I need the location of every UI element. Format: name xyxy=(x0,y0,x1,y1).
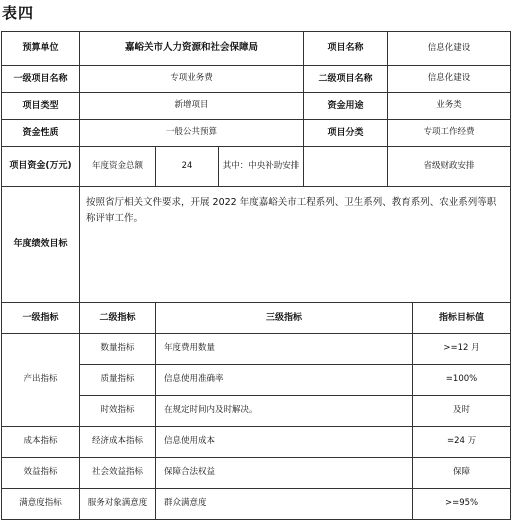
label-fund-nature: 资金性质 xyxy=(2,120,80,147)
budget-unit-value: 嘉峪关市人力资源和社会保障局 xyxy=(80,32,304,66)
indicator-header-row xyxy=(2,303,511,334)
target-quality: =100% xyxy=(413,365,511,396)
level3-satisfaction: 群众满意度 xyxy=(156,489,413,520)
target-cost: =24 万 xyxy=(413,427,511,458)
level1-cost: 成本指标 xyxy=(2,427,80,458)
level3-timeliness: 在规定时间内及时解决。 xyxy=(156,396,413,427)
header-level1: 一级指标 xyxy=(2,303,80,334)
indicator-row-quantity xyxy=(2,334,511,365)
target-satisfaction: >=95% xyxy=(413,489,511,520)
fund-usage-value: 业务类 xyxy=(388,93,511,120)
target-benefit: 保障 xyxy=(413,458,511,489)
central-subsidy-value xyxy=(304,147,388,187)
project-category-value: 专项工作经费 xyxy=(388,120,511,147)
header-level2: 二级指标 xyxy=(80,303,156,334)
label-project-name: 项目名称 xyxy=(304,32,388,66)
label-project-category: 项目分类 xyxy=(304,120,388,147)
level1-benefit: 效益指标 xyxy=(2,458,80,489)
label-central-subsidy: 其中：中央补助安排 xyxy=(219,147,304,187)
level3-quality: 信息使用准确率 xyxy=(156,365,413,396)
project-name-value: 信息化建设 xyxy=(388,32,511,66)
indicator-row-benefit xyxy=(2,458,511,489)
row-project-type xyxy=(2,93,511,120)
row-level1-project xyxy=(2,66,511,93)
row-project-funds xyxy=(2,147,511,187)
level1-output: 产出指标 xyxy=(2,334,80,427)
annual-total-value: 24 xyxy=(156,147,219,187)
project-type-value: 新增项目 xyxy=(80,93,304,120)
label-budget-unit: 预算单位 xyxy=(2,32,80,66)
level2-satisfaction: 服务对象满意度 xyxy=(80,489,156,520)
fund-nature-value: 一般公共预算 xyxy=(80,120,304,147)
level2-project-value: 信息化建设 xyxy=(388,66,511,93)
table-title: 表四 xyxy=(2,4,35,22)
label-fund-usage: 资金用途 xyxy=(304,93,388,120)
label-provincial-funds: 省级财政安排 xyxy=(388,147,511,187)
performance-table xyxy=(1,31,511,520)
label-project-funds: 项目资金(万元) xyxy=(2,147,80,187)
row-fund-nature xyxy=(2,120,511,147)
label-annual-goal: 年度绩效目标 xyxy=(2,187,80,303)
target-timeliness: 及时 xyxy=(413,396,511,427)
label-level1-project: 一级项目名称 xyxy=(2,66,80,93)
level2-benefit: 社会效益指标 xyxy=(80,458,156,489)
level3-quantity: 年度费用数量 xyxy=(156,334,413,365)
row-budget-unit xyxy=(2,32,511,66)
indicator-row-cost xyxy=(2,427,511,458)
level1-project-value: 专项业务费 xyxy=(80,66,304,93)
level1-satisfaction: 满意度指标 xyxy=(2,489,80,520)
label-level2-project: 二级项目名称 xyxy=(304,66,388,93)
level3-cost: 信息使用成本 xyxy=(156,427,413,458)
annual-goal-text: 按照省厅相关文件要求，开展 2022 年度嘉峪关市工程系列、卫生系列、教育系列、农业系列等职称评审工作。 xyxy=(80,187,511,303)
level2-cost: 经济成本指标 xyxy=(80,427,156,458)
header-level3: 三级指标 xyxy=(156,303,413,334)
label-annual-total: 年度资金总额 xyxy=(80,147,156,187)
indicator-row-satisfaction xyxy=(2,489,511,520)
level2-timeliness: 时效指标 xyxy=(80,396,156,427)
target-quantity: >=12 月 xyxy=(413,334,511,365)
header-target: 指标目标值 xyxy=(413,303,511,334)
row-annual-goal xyxy=(2,187,511,303)
level3-benefit: 保障合法权益 xyxy=(156,458,413,489)
label-project-type: 项目类型 xyxy=(2,93,80,120)
level2-quality: 质量指标 xyxy=(80,365,156,396)
level2-quantity: 数量指标 xyxy=(80,334,156,365)
